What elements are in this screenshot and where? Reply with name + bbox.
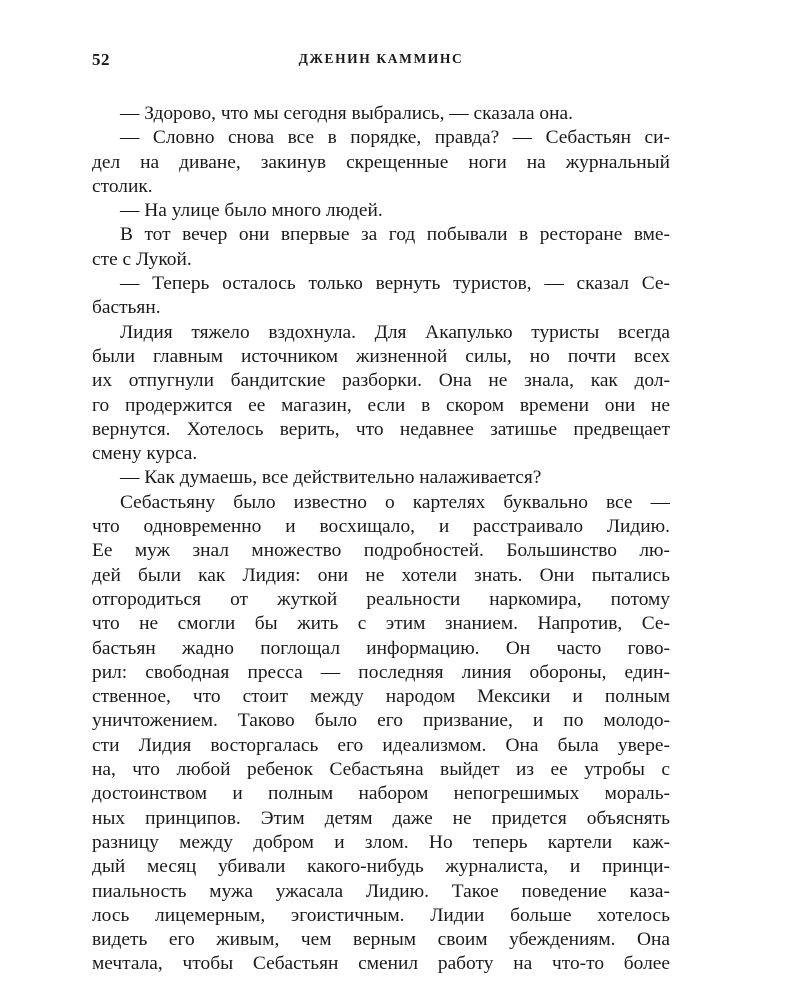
text-line: их отпугнули бандитские разборки. Она не знала, как дол- (92, 370, 670, 392)
text-line: — На улице было много людей. (120, 200, 383, 222)
text-line: что одновременно и восхищало, и расстраивало Лидию. (92, 516, 670, 538)
text-line: Себастьяну было известно о картелях буквально все — (120, 491, 670, 513)
text-line: ственное, что стоит между народом Мексики и полным (92, 686, 670, 708)
text-line: на, что любой ребенок Себастьяна выйдет из ее утробы с (92, 759, 670, 781)
text-line: дый месяц убивали какого-нибудь журналиста, и принци- (92, 856, 670, 878)
text-line: мечтала, чтобы Себастьян сменил работу на что-то более (92, 953, 670, 975)
text-line: — Как думаешь, все действительно налаживается? (120, 467, 542, 489)
text-line: Ее муж знал множество подробностей. Большинство лю- (92, 540, 670, 562)
text-line: вернутся. Хотелось верить, что недавнее затишье предвещает (92, 418, 670, 440)
text-line: что не смогли бы жить с этим знанием. Напротив, Се- (92, 613, 670, 635)
text-line: разницу между добром и злом. Но теперь картели каж- (92, 831, 670, 853)
text-line: бастьян жадно поглощал информацию. Он часто гово- (92, 637, 670, 659)
text-line: пиальность мужа ужасала Лидию. Такое поведение каза- (92, 880, 670, 902)
text-line: го продержится ее магазин, если в скором времени они не (92, 394, 670, 416)
body-text (92, 102, 670, 977)
text-line: дей были как Лидия: они не хотели знать. Они пытались (92, 564, 670, 586)
text-line: бастьян. (92, 297, 161, 319)
page-number: 52 (92, 50, 110, 69)
text-line: смену курса. (92, 443, 198, 465)
text-line: — Словно снова все в порядке, правда? — Себастьян си- (120, 127, 670, 149)
text-line: ных принципов. Этим детям даже не придется объяснять (92, 807, 670, 829)
text-line: видеть его живым, чем верным своим убеждениям. Она (92, 929, 670, 951)
text-line: — Здорово, что мы сегодня выбрались, — сказала она. (120, 103, 573, 124)
text-line: сте с Лукой. (92, 248, 192, 270)
text-line: В тот вечер они впервые за год побывали в ресторане вме- (120, 224, 670, 246)
text-line: дел на диване, закинув скрещенные ноги на журнальный (92, 151, 670, 173)
text-line: были главным источником жизненной силы, но почти всех (92, 345, 670, 367)
text-line: отгородиться от жуткой реальности наркомира, потому (92, 588, 670, 610)
text-line: — Теперь осталось только вернуть туристов, — сказал Се- (120, 273, 670, 295)
text-line: столик. (92, 175, 153, 197)
text-line: сти Лидия восторгалась его идеализмом. Она была увере- (92, 734, 670, 756)
text-line: достоинством и полным набором непогрешимых мораль- (92, 783, 670, 805)
text-line: рил: свободная пресса — последняя линия обороны, един- (92, 661, 670, 683)
page-header (92, 50, 670, 74)
text-line: уничтожением. Таково было его призвание, и по молодо- (92, 710, 670, 732)
running-title: ДЖЕНИН КАММИНС (298, 51, 464, 66)
text-line: лось лицемерным, эгоистичным. Лидии больше хотелось (92, 904, 670, 926)
text-line: Лидия тяжело вздохнула. Для Акапулько туристы всегда (120, 321, 670, 343)
